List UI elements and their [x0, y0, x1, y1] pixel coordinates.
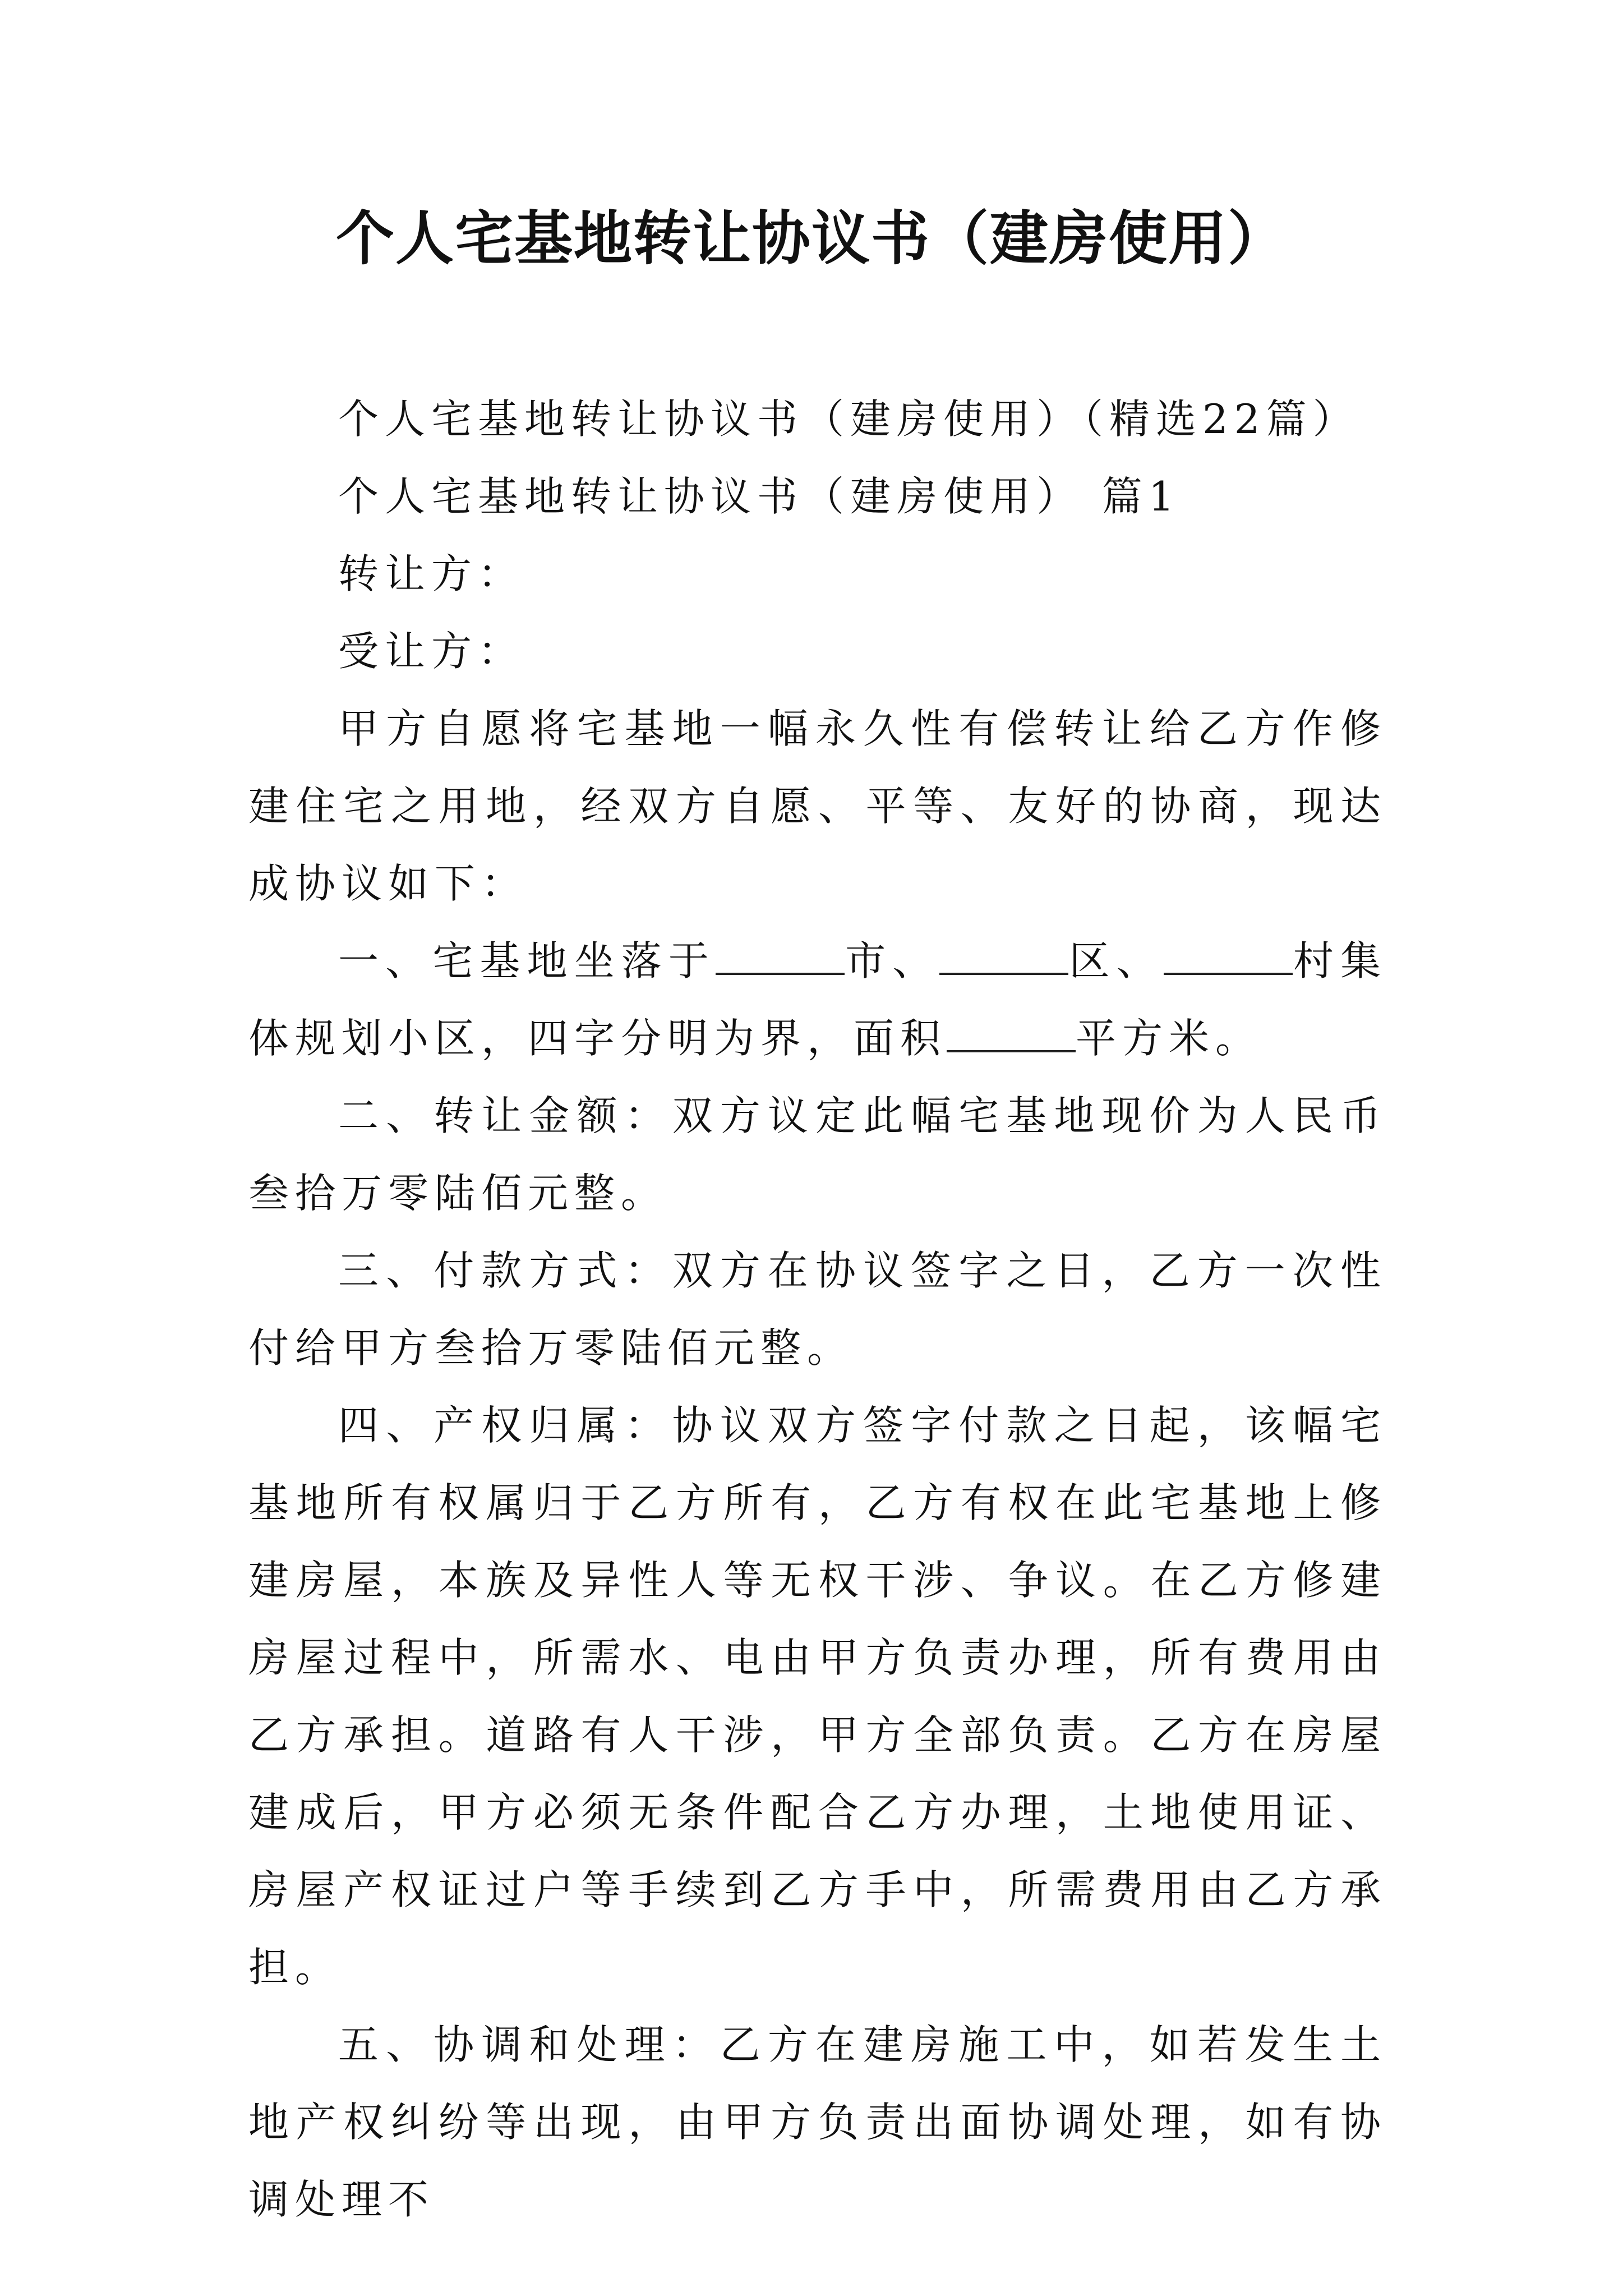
- clause-1-text-b: 市、: [844, 937, 940, 984]
- village-blank: [1164, 937, 1293, 975]
- clause-1-location: [248, 922, 1387, 1077]
- clause-1-text-e: 平方米。: [1076, 1015, 1262, 1062]
- document-subtitle: 个人宅基地转让协议书（建房使用）（精选22篇）: [338, 395, 1359, 443]
- document-body: [248, 380, 1387, 2238]
- clause-2-amount: 二、转让金额：双方议定此幅宅基地现价为人民币叁拾万零陆佰元整。: [248, 1092, 1387, 1217]
- clause-1-text-a: 一、宅基地坐落于: [338, 937, 716, 984]
- city-blank: [716, 937, 845, 975]
- clause-1-text-c: 区、: [1068, 937, 1164, 984]
- intro-paragraph: 甲方自愿将宅基地一幅永久性有偿转让给乙方作修建住宅之用地，经双方自愿、平等、友好的协商，现达成协议如下：: [248, 705, 1387, 907]
- district-blank: [939, 937, 1068, 975]
- transferor-label: 转让方：: [338, 550, 525, 597]
- transferee-label: 受让方：: [338, 628, 525, 675]
- section-heading: 个人宅基地转让协议书（建房使用） 篇1: [338, 473, 1181, 520]
- area-blank: [947, 1014, 1076, 1052]
- clause-5-coordination: 五、协调和处理：乙方在建房施工中，如若发生土地产权纠纷等出现，由甲方负责出面协调处理，如有协调处理不: [248, 2021, 1387, 2223]
- clause-1-text-d: 村集体规划小区，四字分明为界，面积: [248, 937, 1387, 1062]
- document-title: 个人宅基地转让协议书（建房使用）: [335, 204, 1287, 273]
- clause-3-payment: 三、付款方式：双方在协议签字之日，乙方一次性付给甲方叁拾万零陆佰元整。: [248, 1247, 1387, 1372]
- clause-4-ownership: 四、产权归属：协议双方签字付款之日起，该幅宅基地所有权属归于乙方所有，乙方有权在此宅基地上修建房屋，本族及异性人等无权干涉、争议。在乙方修建房屋过程中，所需水、电由甲方负责办理，所有费用由乙方承担。道路有人干涉，甲方全部负责。乙方在房屋建成后，甲方必须无条件配合乙方办理，土地使用证、房屋产权证过户等手续到乙方手中，所需费用由乙方承担。: [248, 1402, 1387, 1991]
